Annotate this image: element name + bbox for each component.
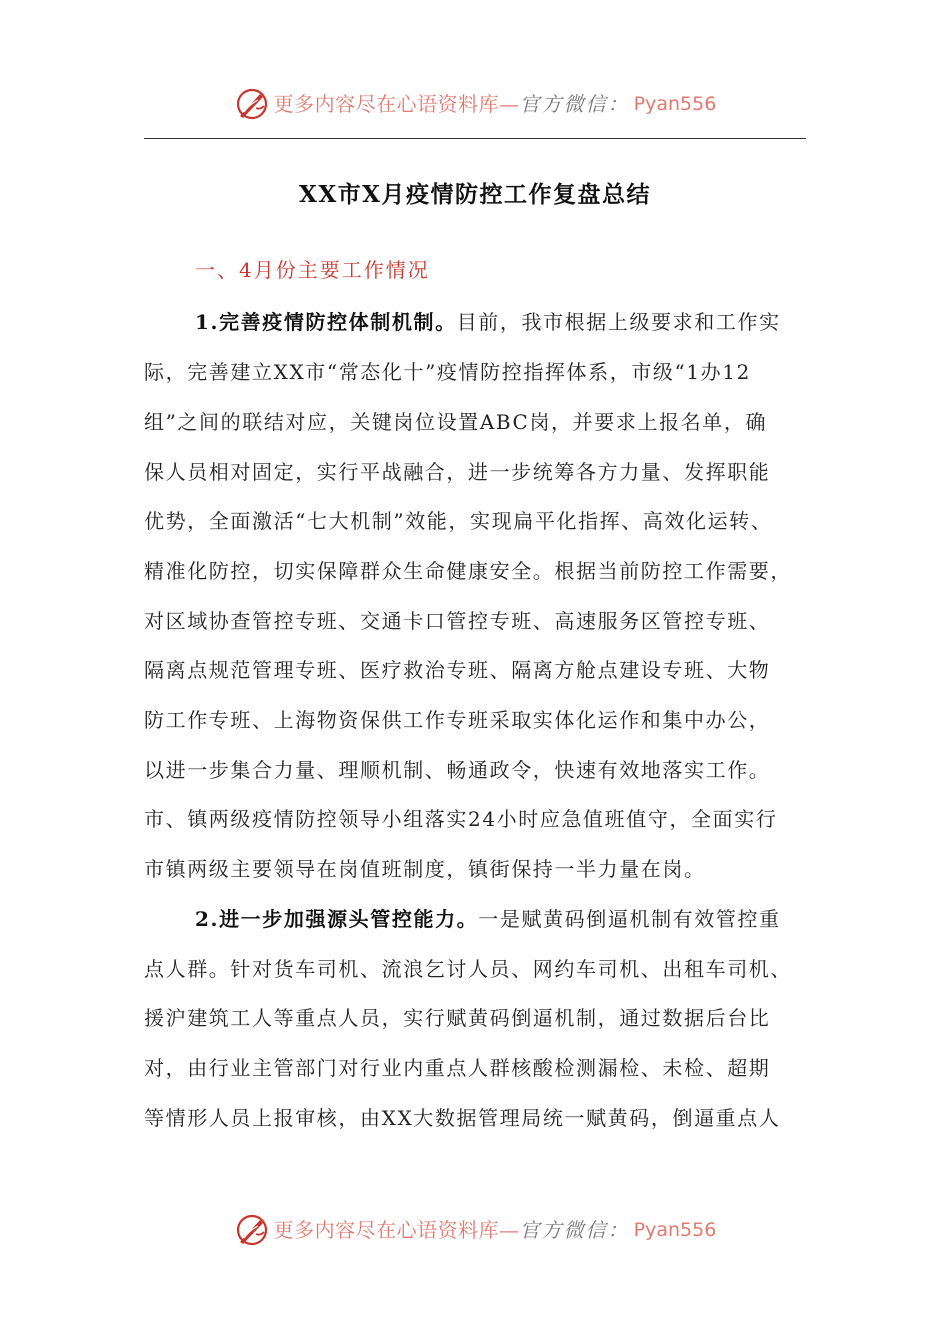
paragraph-1-line-5: 优势，全面激活“七大机制”效能，实现扁平化指挥、高效化运转、	[144, 509, 773, 533]
document-title: XX市X月疫情防控工作复盘总结	[298, 181, 652, 208]
header-divider	[144, 138, 806, 139]
paragraph-2-line-3: 援沪建筑工人等重点人员，实行赋黄码倒逼机制，通过数据后台比	[144, 1006, 771, 1030]
paragraph-1-line-7: 对区域协查管控专班、交通卡口管控专班、高速服务区管控专班、	[144, 609, 771, 633]
banner-site-text: 更多内容尽在心语资料库—	[273, 92, 520, 116]
banner-wechat-label: 官方微信：	[519, 1218, 630, 1242]
paragraph-2-lead: 2.进一步加强源头管控能力。	[195, 907, 479, 931]
paragraph-1-line-2: 际，完善建立XX市“常态化十”疫情防控指挥体系，市级“1办12	[144, 360, 751, 384]
paragraph-1-lead: 1.完善疫情防控体制机制。	[195, 310, 457, 334]
paragraph-1-line-4: 保人员相对固定，实行平战融合，进一步统筹各方力量、发挥职能	[144, 460, 771, 484]
paragraph-2-line-1	[195, 904, 781, 934]
paragraph-1-line-3: 组”之间的联结对应，关键岗位设置ABC岗，并要求上报名单，确	[144, 410, 768, 434]
quill-logo-icon	[234, 1212, 270, 1248]
paragraph-2-text: 一是赋黄码倒逼机制有效管控重	[478, 907, 781, 931]
paragraph-2-line-2: 点人群。针对货车司机、流浪乞讨人员、网约车司机、出租车司机、	[144, 957, 792, 981]
banner-site-text: 更多内容尽在心语资料库—	[273, 1218, 520, 1242]
banner-wechat-id: Pyan556	[633, 1219, 717, 1241]
paragraph-1-line-8: 隔离点规范管理专班、医疗救治专班、隔离方舱点建设专班、大物	[144, 658, 771, 682]
paragraph-1-line-9: 防工作专班、上海物资保供工作专班采取实体化运作和集中办公，	[144, 708, 771, 732]
paragraph-2-line-4: 对，由行业主管部门对行业内重点人群核酸检测漏检、未检、超期	[144, 1056, 771, 1080]
paragraph-1-line-1	[195, 307, 781, 337]
banner-wechat-id: Pyan556	[633, 93, 717, 115]
paragraph-1-line-10: 以进一步集合力量、理顺机制、畅通政令，快速有效地落实工作。	[144, 758, 771, 782]
top-watermark-banner	[0, 84, 950, 124]
paragraph-2-line-5: 等情形人员上报审核，由XX大数据管理局统一赋黄码，倒逼重点人	[144, 1106, 781, 1130]
paragraph-1-line-11: 市、镇两级疫情防控领导小组落实24小时应急值班值守，全面实行	[144, 807, 778, 831]
paragraph-1-text: 目前，我市根据上级要求和工作实	[456, 310, 781, 334]
banner-wechat-label: 官方微信：	[519, 92, 630, 116]
section-heading: 一、4月份主要工作情况	[195, 258, 430, 282]
paragraph-1-line-6: 精准化防控，切实保障群众生命健康安全。根据当前防控工作需要，	[144, 559, 792, 583]
quill-logo-icon	[234, 86, 270, 122]
bottom-watermark-banner	[0, 1210, 950, 1250]
paragraph-1-line-12: 市镇两级主要领导在岗值班制度，镇街保持一半力量在岗。	[144, 857, 706, 881]
